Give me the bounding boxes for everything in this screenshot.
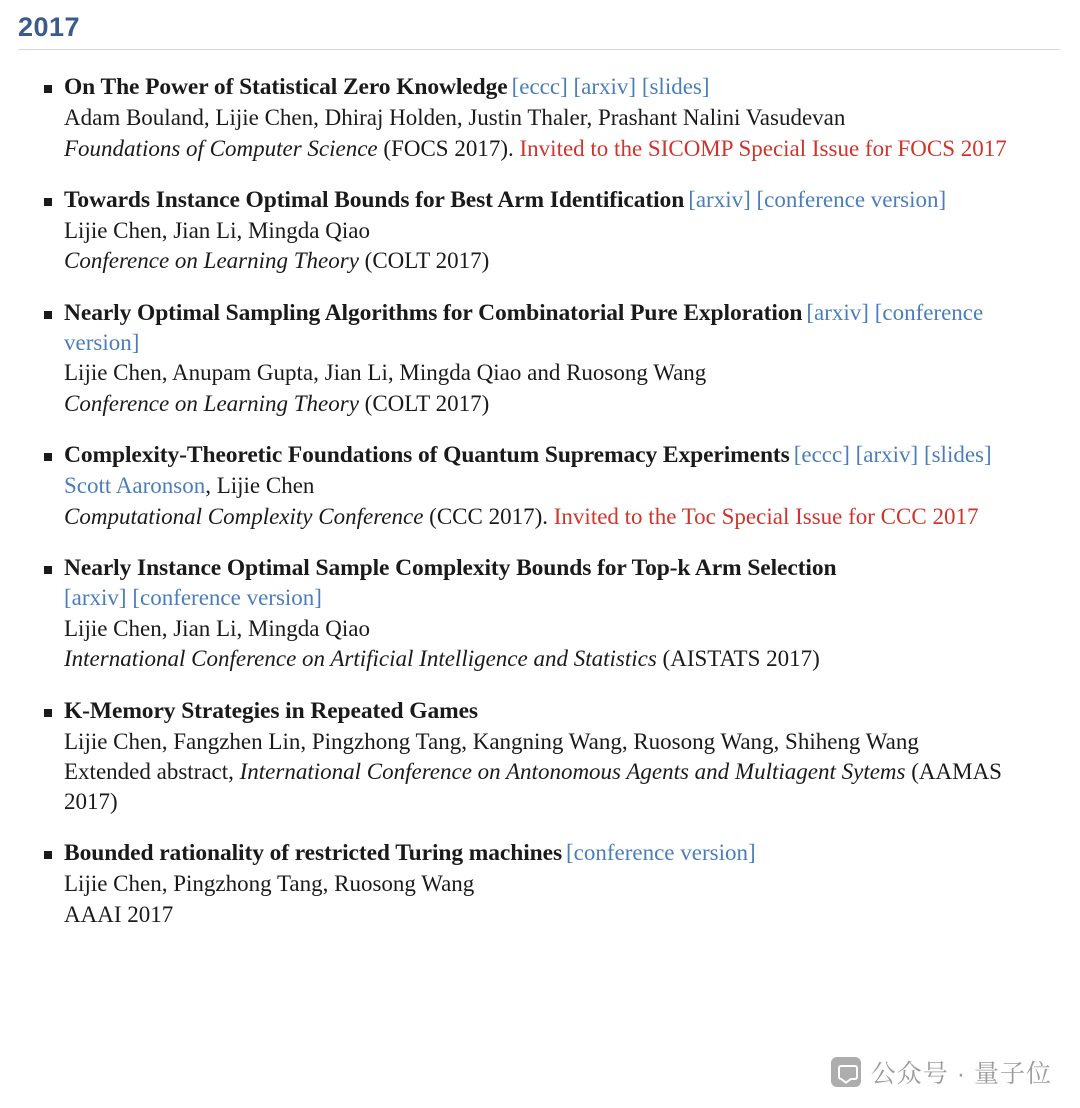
publication-title-line [64,838,1060,868]
publication-note: Invited to the Toc Special Issue for CCC 2017 [553,503,979,529]
publication-links[interactable]: [arxiv] [conference version] [688,186,947,212]
publication-list [18,72,1060,929]
venue-name: Conference on Learning Theory [64,390,359,416]
publication-title-line [64,440,1060,470]
publication-authors: Adam Bouland, Lijie Chen, Dhiraj Holden, Justin Thaler, Prashant Nalini Vasudevan [64,105,846,131]
publication-links[interactable]: [eccc] [arxiv] [slides] [793,442,992,468]
venue-detail: AAAI 2017 [64,901,174,927]
publication-title: On The Power of Statistical Zero Knowledge [64,74,508,100]
publication-title-line [64,298,1060,358]
watermark-label: 公众号 · 量子位 [870,1060,1052,1088]
publication-authors: Lijie Chen, Pingzhong Tang, Ruosong Wang [64,871,475,897]
publication-title-line [64,185,1060,215]
publication-title: Nearly Optimal Sampling Algorithms for Combinatorial Pure Exploration [64,299,803,326]
publication-title-line [64,553,1060,583]
publication-title: Bounded rationality of restricted Turing machines [64,840,562,867]
venue-detail: (COLT 2017) [364,390,490,416]
list-item [18,440,1060,531]
publication-title: Nearly Instance Optimal Sample Complexity Bounds for Top-k Arm Selection [64,555,837,582]
publication-links[interactable]: [arxiv] [conference version] [64,585,322,611]
watermark [831,1054,1052,1090]
publication-title-line [64,72,1060,102]
publication-links[interactable]: [arxiv] [conference version] [64,299,984,355]
publication-venue [64,134,1060,163]
venue-detail: (AISTATS 2017) [662,646,820,672]
publication-links[interactable]: [conference version] [566,840,756,866]
publication-title: Towards Instance Optimal Bounds for Best Arm Identification [64,186,685,213]
venue-detail: (FOCS 2017). [383,135,514,161]
author-link[interactable]: Scott Aaronson [64,473,206,499]
publication-venue [64,502,1060,531]
venue-name: Computational Complexity Conference [64,503,424,529]
list-item [18,838,1060,929]
publication-links[interactable]: [eccc] [arxiv] [slides] [511,74,710,99]
venue-prefix: Extended abstract, [64,759,234,785]
publication-authors [64,471,1060,500]
publication-venue [64,246,1060,275]
list-item [18,553,1060,673]
list-item [18,185,1060,276]
venue-name: Conference on Learning Theory [64,248,359,274]
wechat-icon [831,1057,861,1087]
publication-venue [64,900,1060,929]
venue-detail: (COLT 2017) [364,248,490,274]
list-item [18,72,1060,163]
publication-venue [64,389,1060,418]
publication-title-line [64,696,1060,726]
list-item [18,298,1060,418]
publication-authors: Lijie Chen, Fangzhen Lin, Pingzhong Tang, Kangning Wang, Ruosong Wang, Shiheng Wang [64,728,919,754]
list-item [18,696,1060,816]
publication-note: Invited to the SICOMP Special Issue for FOCS 2017 [519,135,1007,161]
venue-detail: (AAMAS 2017) [64,759,1002,814]
venue-name: Foundations of Computer Science [64,135,378,161]
publication-venue [64,644,1060,673]
publication-title: K-Memory Strategies in Repeated Games [64,697,478,724]
page-title: 2017 [18,12,1060,50]
publication-venue [64,757,1060,816]
venue-name: International Conference on Antonomous Agents and Multiagent Sytems [239,759,906,785]
publication-links-line [64,583,1060,612]
publication-authors: Lijie Chen, Anupam Gupta, Jian Li, Mingda Qiao and Ruosong Wang [64,360,707,386]
venue-name: International Conference on Artificial Intelligence and Statistics [64,646,657,672]
publication-authors: Lijie Chen, Jian Li, Mingda Qiao [64,218,370,244]
author-rest: , Lijie Chen [205,473,315,499]
publication-title: Complexity-Theoretic Foundations of Quantum Supremacy Experiments [64,442,790,469]
venue-detail: (CCC 2017). [429,503,549,529]
publication-authors: Lijie Chen, Jian Li, Mingda Qiao [64,615,370,641]
